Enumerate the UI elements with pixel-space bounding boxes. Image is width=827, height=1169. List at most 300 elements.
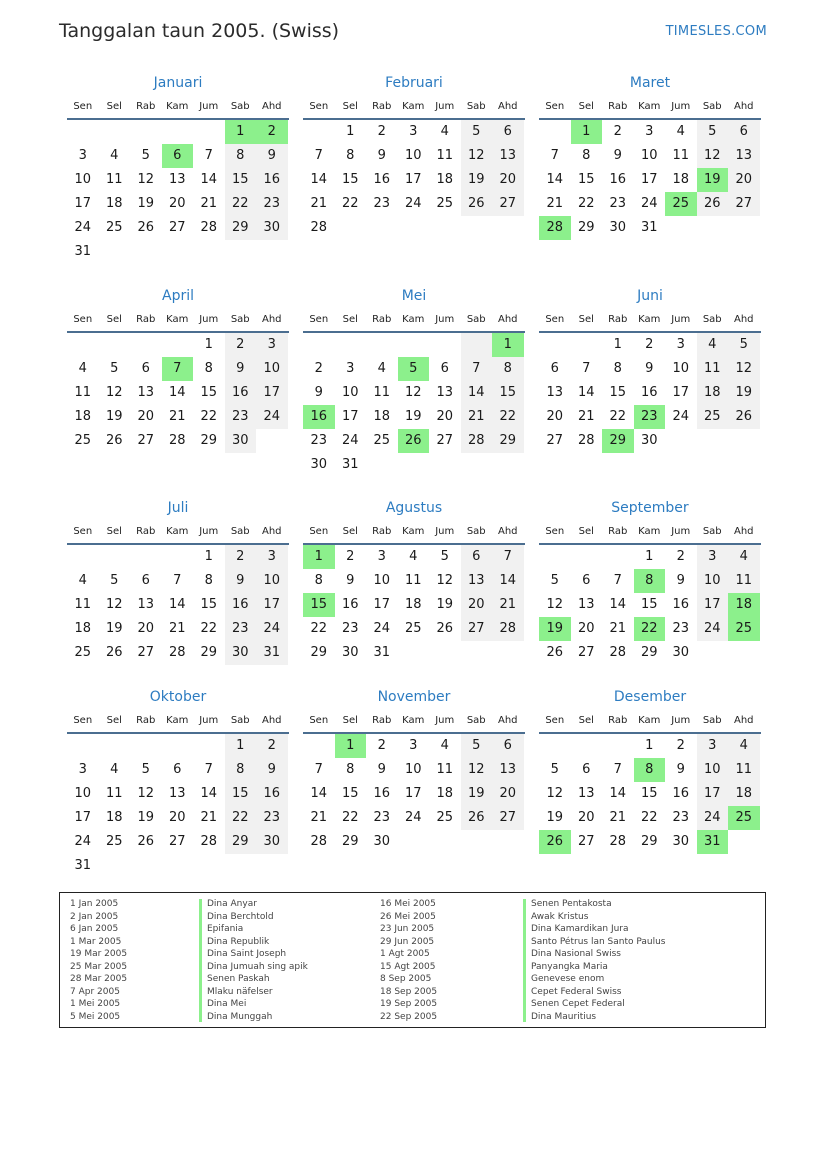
day-cell: 11 [74, 597, 92, 612]
day-cell: 7 [582, 361, 591, 376]
day-cell: 5 [697, 120, 729, 144]
day-cell: 2 [645, 337, 654, 352]
holiday-day-cell: 6 [162, 144, 194, 168]
day-cell: 7 [314, 762, 323, 777]
day-cell: 1 [204, 337, 213, 352]
day-cell: 16 [341, 597, 359, 612]
day-cell: 21 [310, 196, 328, 211]
day-cell: 12 [697, 144, 729, 168]
day-cell: 2 [346, 549, 355, 564]
day-cell: 27 [492, 806, 524, 830]
day-cell: 16 [256, 782, 288, 806]
holiday-day-cell: 31 [697, 830, 729, 854]
day-cell: 14 [168, 597, 186, 612]
day-cell: 15 [492, 381, 524, 405]
empty-cell [539, 120, 571, 144]
empty-cell [303, 333, 335, 357]
day-cell: 11 [728, 758, 760, 782]
empty-cell [130, 545, 162, 569]
holiday-day-cell: 8 [634, 569, 666, 593]
weekday-label: Kam [402, 526, 425, 537]
day-cell: 23 [373, 196, 391, 211]
holiday-name: Senen Pentakosta [531, 899, 612, 909]
day-grid [303, 120, 525, 240]
day-cell: 19 [137, 810, 155, 825]
day-cell: 20 [492, 168, 524, 192]
day-cell: 8 [314, 573, 323, 588]
day-cell: 27 [168, 220, 186, 235]
month-calendar [539, 497, 761, 665]
weekday-label: Sel [578, 715, 594, 726]
holiday-legend [59, 892, 766, 1028]
day-cell: 18 [74, 621, 92, 636]
day-cell: 18 [105, 810, 123, 825]
day-cell: 8 [204, 573, 213, 588]
day-cell: 19 [461, 782, 493, 806]
day-cell: 28 [609, 645, 627, 660]
day-cell: 14 [200, 786, 218, 801]
day-cell: 2 [676, 549, 685, 564]
day-cell: 3 [256, 545, 288, 569]
weekday-label: Kam [402, 101, 425, 112]
day-cell: 25 [373, 433, 391, 448]
day-cell: 25 [105, 834, 123, 849]
weekday-label: Jum [199, 715, 219, 726]
holiday-name: Dina Nasional Swiss [531, 949, 621, 959]
day-cell: 24 [697, 617, 729, 641]
weekday-label: Sen [309, 101, 329, 112]
day-cell: 13 [436, 385, 454, 400]
weekday-label: Kam [166, 715, 189, 726]
legend-dates-column-1 [70, 898, 127, 1023]
weekday-label: Sen [73, 314, 93, 325]
weekday-label: Ahd [733, 101, 754, 112]
weekday-label: Sel [342, 526, 358, 537]
weekday-header [539, 523, 761, 545]
empty-cell [99, 734, 131, 758]
day-cell: 17 [74, 810, 92, 825]
weekday-label: Sab [230, 101, 250, 112]
empty-cell [162, 333, 194, 357]
month-name: Maret [629, 75, 671, 91]
day-cell: 24 [74, 220, 92, 235]
weekday-header [303, 523, 525, 545]
weekday-label: Sab [230, 526, 250, 537]
day-grid [67, 545, 289, 665]
day-cell: 11 [404, 573, 422, 588]
holiday-date: 1 Agt 2005 [380, 949, 430, 959]
weekday-label: Kam [638, 101, 661, 112]
holiday-name: Genevese enom [531, 974, 605, 984]
day-cell: 1 [613, 337, 622, 352]
holiday-day-cell: 1 [335, 734, 367, 758]
month-name: Januari [153, 75, 203, 91]
day-cell: 13 [577, 786, 595, 801]
page-title: Tanggalan taun 2005. (Swiss) [59, 20, 340, 42]
day-cell: 2 [377, 738, 386, 753]
holiday-date: 29 Jun 2005 [380, 936, 435, 947]
empty-cell [571, 333, 603, 357]
day-cell: 10 [404, 762, 422, 777]
holiday-date: 28 Mar 2005 [70, 974, 128, 984]
day-cell: 14 [461, 381, 493, 405]
day-cell: 6 [461, 545, 493, 569]
day-cell: 31 [373, 645, 391, 660]
weekday-label: Ahd [261, 314, 282, 325]
day-cell: 20 [168, 810, 186, 825]
holiday-name: Panyangka Maria [531, 961, 608, 972]
day-cell: 26 [461, 192, 493, 216]
holiday-name: Awak Kristus [531, 911, 589, 922]
day-cell: 7 [204, 762, 213, 777]
day-cell: 27 [137, 433, 155, 448]
holiday-day-cell: 7 [162, 357, 194, 381]
day-cell: 13 [461, 569, 493, 593]
day-cell: 13 [168, 786, 186, 801]
day-cell: 30 [256, 216, 288, 240]
month-name: Februari [385, 75, 443, 91]
day-cell: 2 [225, 333, 257, 357]
day-cell: 16 [225, 381, 257, 405]
holiday-name: Dina Jumuah sing apik [207, 961, 308, 972]
day-cell: 22 [200, 621, 218, 636]
weekday-header [539, 98, 761, 120]
day-cell: 14 [492, 569, 524, 593]
day-cell: 6 [492, 734, 524, 758]
day-cell: 26 [105, 433, 123, 448]
day-cell: 20 [137, 621, 155, 636]
day-cell: 14 [577, 385, 595, 400]
weekday-label: Sen [73, 101, 93, 112]
brand-link[interactable]: TIMESLES.COM [665, 24, 767, 39]
month-name: Desember [613, 689, 687, 705]
day-cell: 23 [672, 621, 690, 636]
day-cell: 5 [110, 573, 119, 588]
month-calendar [303, 72, 525, 240]
weekday-label: Sen [309, 715, 329, 726]
day-cell: 28 [609, 834, 627, 849]
day-cell: 13 [577, 597, 595, 612]
day-cell: 10 [373, 573, 391, 588]
day-cell: 6 [582, 762, 591, 777]
day-cell: 11 [436, 148, 454, 163]
holiday-date: 22 Sep 2005 [380, 1011, 438, 1022]
day-cell: 31 [256, 641, 288, 665]
day-cell: 30 [341, 645, 359, 660]
day-cell: 2 [314, 361, 323, 376]
holiday-day-cell: 1 [303, 545, 335, 569]
day-cell: 20 [577, 621, 595, 636]
weekday-label: Rab [136, 526, 156, 537]
weekday-label: Sab [466, 715, 486, 726]
day-cell: 1 [645, 738, 654, 753]
weekday-label: Jum [435, 715, 455, 726]
day-cell: 29 [225, 830, 257, 854]
weekday-label: Jum [671, 526, 691, 537]
day-cell: 13 [137, 597, 155, 612]
weekday-label: Kam [638, 715, 661, 726]
weekday-label: Rab [608, 526, 628, 537]
weekday-label: Sel [578, 314, 594, 325]
day-cell: 18 [436, 172, 454, 187]
day-cell: 21 [492, 593, 524, 617]
day-cell: 10 [672, 361, 690, 376]
legend-names-column-2 [531, 898, 666, 1023]
day-cell: 21 [609, 621, 627, 636]
holiday-day-cell: 18 [728, 593, 760, 617]
holiday-day-cell: 25 [728, 806, 760, 830]
month-calendar [67, 72, 289, 264]
weekday-label: Rab [608, 715, 628, 726]
weekday-header [67, 712, 289, 734]
month-calendar [67, 497, 289, 665]
day-cell: 24 [256, 617, 288, 641]
day-cell: 22 [310, 621, 328, 636]
day-cell: 12 [404, 385, 422, 400]
day-cell: 21 [310, 810, 328, 825]
holiday-date: 2 Jan 2005 [70, 911, 119, 922]
weekday-label: Sel [106, 526, 122, 537]
day-cell: 18 [697, 381, 729, 405]
day-cell: 24 [256, 405, 288, 429]
weekday-label: Jum [671, 314, 691, 325]
weekday-label: Rab [608, 314, 628, 325]
day-cell: 1 [204, 549, 213, 564]
weekday-label: Ahd [733, 314, 754, 325]
month-name: Juli [167, 500, 189, 516]
weekday-label: Kam [638, 314, 661, 325]
day-cell: 24 [373, 621, 391, 636]
day-cell: 3 [78, 762, 87, 777]
weekday-label: Jum [671, 101, 691, 112]
day-cell: 27 [492, 192, 524, 216]
day-cell: 29 [341, 834, 359, 849]
holiday-date: 26 Mei 2005 [380, 911, 436, 922]
day-cell: 11 [105, 786, 123, 801]
day-cell: 31 [74, 858, 92, 873]
day-cell: 31 [341, 457, 359, 472]
holiday-day-cell: 1 [492, 333, 524, 357]
day-cell: 13 [546, 385, 564, 400]
day-cell: 23 [225, 617, 257, 641]
day-cell: 18 [436, 786, 454, 801]
weekday-label: Sen [545, 526, 565, 537]
day-cell: 21 [609, 810, 627, 825]
day-cell: 7 [204, 148, 213, 163]
day-cell: 11 [74, 385, 92, 400]
day-cell: 22 [225, 806, 257, 830]
day-cell: 16 [225, 593, 257, 617]
weekday-label: Sab [702, 314, 722, 325]
weekday-header [539, 712, 761, 734]
day-cell: 14 [310, 172, 328, 187]
day-cell: 24 [404, 810, 422, 825]
day-cell: 5 [461, 120, 493, 144]
holiday-name: Santo Pétrus lan Santo Paulus [531, 936, 666, 947]
day-cell: 28 [200, 220, 218, 235]
day-cell: 4 [728, 734, 760, 758]
holiday-name: Dina Saint Joseph [207, 949, 287, 959]
day-cell: 10 [74, 786, 92, 801]
day-cell: 15 [225, 782, 257, 806]
day-cell: 1 [346, 124, 355, 139]
day-cell: 18 [74, 409, 92, 424]
day-grid [67, 734, 289, 878]
day-cell: 14 [546, 172, 564, 187]
empty-cell [398, 333, 430, 357]
day-cell: 9 [346, 573, 355, 588]
day-cell: 4 [676, 124, 685, 139]
day-cell: 25 [74, 433, 92, 448]
holiday-name: Epifania [207, 924, 244, 934]
weekday-label: Jum [199, 526, 219, 537]
empty-cell [130, 734, 162, 758]
day-cell: 29 [640, 834, 658, 849]
day-cell: 10 [74, 172, 92, 187]
day-cell: 19 [137, 196, 155, 211]
day-cell: 9 [676, 573, 685, 588]
day-cell: 26 [728, 405, 760, 429]
holiday-date: 19 Mar 2005 [70, 949, 128, 959]
month-name: September [611, 500, 689, 516]
month-calendar [67, 686, 289, 878]
day-cell: 28 [310, 834, 328, 849]
day-cell: 6 [440, 361, 449, 376]
day-cell: 19 [461, 168, 493, 192]
day-cell: 24 [697, 806, 729, 830]
day-grid [539, 120, 761, 240]
day-cell: 28 [168, 433, 186, 448]
weekday-header [67, 523, 289, 545]
day-cell: 14 [168, 385, 186, 400]
day-cell: 15 [200, 597, 218, 612]
month-calendar [303, 285, 525, 477]
day-cell: 30 [225, 641, 257, 665]
day-cell: 11 [672, 148, 690, 163]
day-cell: 20 [137, 409, 155, 424]
weekday-label: Kam [166, 101, 189, 112]
day-cell: 17 [341, 409, 359, 424]
empty-cell [162, 120, 194, 144]
day-cell: 15 [640, 597, 658, 612]
day-cell: 7 [550, 148, 559, 163]
weekday-label: Ahd [497, 526, 518, 537]
day-cell: 28 [492, 617, 524, 641]
empty-cell [602, 734, 634, 758]
day-cell: 19 [546, 810, 564, 825]
day-cell: 23 [609, 196, 627, 211]
weekday-label: Sab [702, 101, 722, 112]
empty-cell [130, 120, 162, 144]
day-cell: 6 [728, 120, 760, 144]
day-cell: 12 [546, 786, 564, 801]
day-cell: 30 [672, 645, 690, 660]
day-cell: 3 [645, 124, 654, 139]
day-cell: 5 [550, 762, 559, 777]
day-cell: 15 [200, 385, 218, 400]
day-cell: 3 [377, 549, 386, 564]
month-name: Agustus [385, 500, 443, 516]
day-cell: 23 [310, 433, 328, 448]
month-calendar [303, 497, 525, 665]
month-calendar [303, 686, 525, 854]
day-cell: 4 [409, 549, 418, 564]
day-cell: 11 [728, 569, 760, 593]
day-cell: 3 [346, 361, 355, 376]
day-grid [303, 333, 525, 477]
holiday-date: 23 Jun 2005 [380, 924, 435, 934]
day-cell: 22 [577, 196, 595, 211]
day-cell: 5 [728, 333, 760, 357]
empty-cell [67, 120, 99, 144]
weekday-label: Jum [671, 715, 691, 726]
day-cell: 30 [256, 830, 288, 854]
day-cell: 27 [461, 617, 493, 641]
weekday-label: Sel [106, 314, 122, 325]
holiday-date: 1 Jan 2005 [70, 899, 119, 909]
day-cell: 15 [341, 172, 359, 187]
empty-cell [99, 120, 131, 144]
day-cell: 18 [105, 196, 123, 211]
weekday-label: Sab [466, 101, 486, 112]
day-cell: 27 [728, 192, 760, 216]
day-cell: 3 [256, 333, 288, 357]
day-cell: 6 [173, 762, 182, 777]
weekday-label: Rab [372, 715, 392, 726]
empty-cell [67, 734, 99, 758]
day-cell: 19 [404, 409, 422, 424]
day-cell: 8 [346, 762, 355, 777]
weekday-label: Ahd [497, 101, 518, 112]
day-cell: 4 [440, 124, 449, 139]
holiday-date: 15 Agt 2005 [380, 961, 436, 972]
day-cell: 26 [137, 834, 155, 849]
day-cell: 3 [409, 738, 418, 753]
day-cell: 2 [613, 124, 622, 139]
day-cell: 11 [697, 357, 729, 381]
weekday-label: Sen [73, 715, 93, 726]
day-cell: 29 [577, 220, 595, 235]
holiday-day-cell: 19 [539, 617, 571, 641]
day-cell: 9 [676, 762, 685, 777]
day-cell: 26 [436, 621, 454, 636]
empty-cell [571, 734, 603, 758]
day-cell: 14 [200, 172, 218, 187]
weekday-header [303, 98, 525, 120]
day-cell: 17 [404, 786, 422, 801]
day-cell: 14 [310, 786, 328, 801]
day-cell: 16 [672, 597, 690, 612]
day-cell: 6 [141, 573, 150, 588]
holiday-day-cell: 26 [539, 830, 571, 854]
holiday-name: Mlaku näfelser [207, 986, 273, 997]
holiday-day-cell: 5 [398, 357, 430, 381]
day-cell: 27 [577, 834, 595, 849]
legend-names-column-1 [207, 898, 308, 1023]
day-cell: 9 [377, 148, 386, 163]
weekday-label: Kam [166, 314, 189, 325]
empty-cell [539, 734, 571, 758]
day-cell: 9 [645, 361, 654, 376]
day-cell: 5 [550, 573, 559, 588]
day-cell: 22 [225, 192, 257, 216]
day-cell: 18 [672, 172, 690, 187]
day-cell: 22 [341, 810, 359, 825]
weekday-label: Jum [435, 101, 455, 112]
day-cell: 15 [341, 786, 359, 801]
day-cell: 21 [200, 196, 218, 211]
day-cell: 9 [256, 144, 288, 168]
